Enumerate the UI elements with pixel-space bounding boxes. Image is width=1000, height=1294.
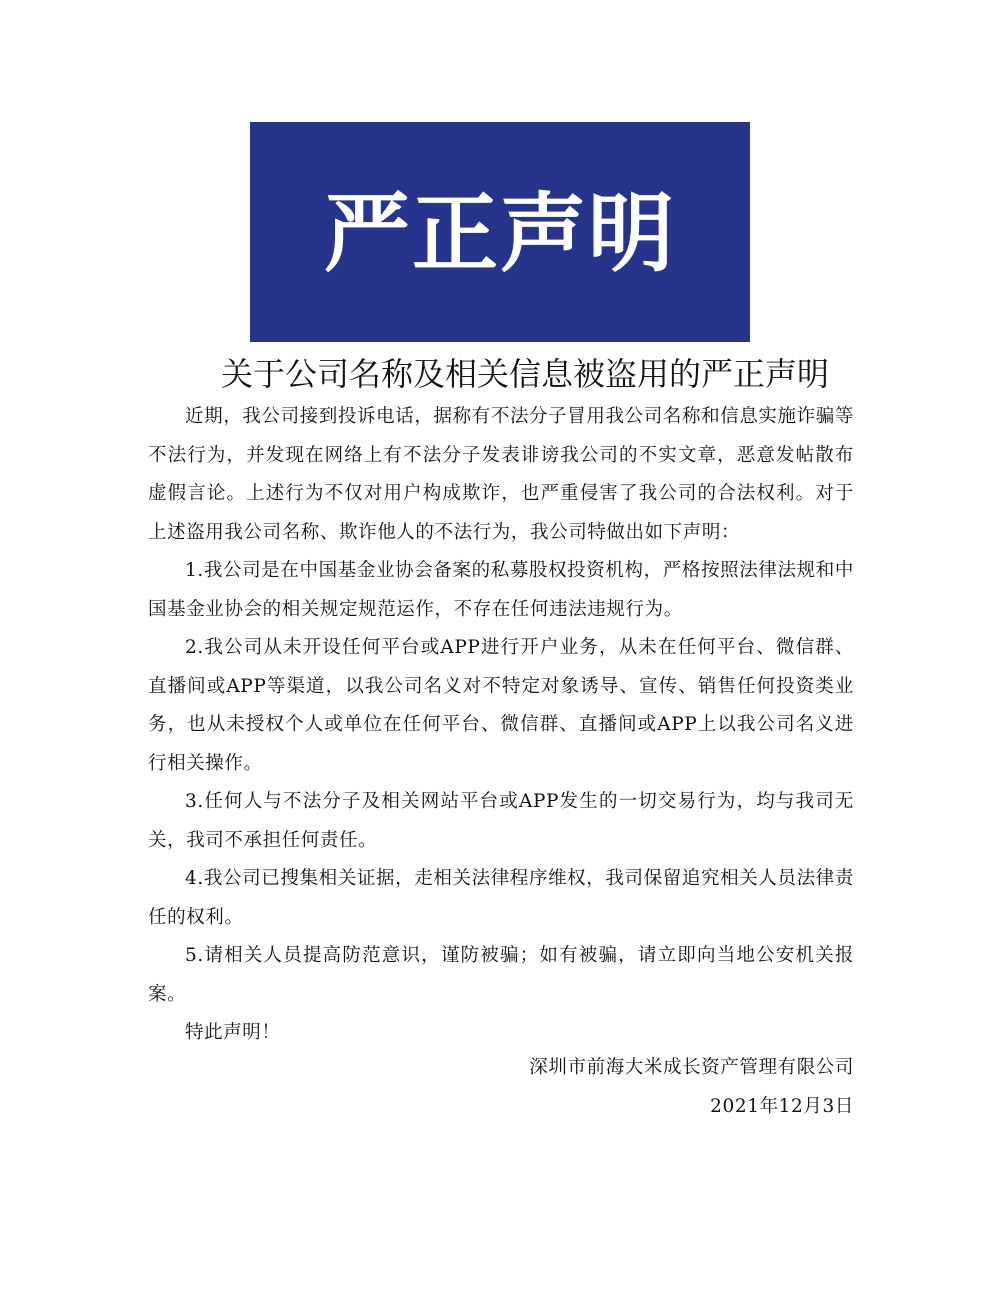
banner-title: 严正声明 (324, 184, 676, 284)
intro-paragraph: 近期，我公司接到投诉电话，据称有不法分子冒用我公司名称和信息实施诈骗等不法行为，并发现在网络上有不法分子发表诽谤我公司的不实文章，恶意发帖散布虚假言论。上述行为不仅对用户构成欺诈，也严重侵害了我公司的合法权利。对于上述盗用我公司名称、欺诈他人的不法行为，我公司特做出如下声明： (148, 406, 854, 543)
signature-block (529, 1049, 854, 1126)
statement-item-3: 3.任何人与不法分子及相关网站平台或APP发生的一切交易行为，均与我司无关，我司不承担任何责任。 (148, 791, 854, 851)
document-body (148, 398, 854, 1053)
statement-item-2: 2.我公司从未开设任何平台或APP进行开户业务，从未在任何平台、微信群、直播间或APP等渠道，以我公司名义对不特定对象诱导、宣传、销售任何投资类业务，也从未授权个人或单位在任何平台、微信群、直播间或APP上以我公司名义进行相关操作。 (148, 637, 854, 774)
closing-line: 特此声明！ (185, 1022, 281, 1043)
statement-date: 2021年12月3日 (710, 1095, 854, 1117)
document-title: 关于公司名称及相关信息被盗用的严正声明 (220, 355, 829, 393)
statement-item-5: 5.请相关人员提高防范意识，谨防被骗；如有被骗，请立即向当地公安机关报案。 (148, 945, 854, 1005)
company-name: 深圳市前海大米成长资产管理有限公司 (529, 1057, 854, 1078)
statement-item-4: 4.我公司已搜集相关证据，走相关法律程序维权，我司保留追究相关人员法律责任的权利。 (148, 868, 854, 928)
statement-item-1: 1.我公司是在中国基金业协会备案的私募股权投资机构，严格按照法律法规和中国基金业协会的相关规定规范运作，不存在任何违法违规行为。 (148, 560, 854, 620)
banner (250, 122, 750, 342)
